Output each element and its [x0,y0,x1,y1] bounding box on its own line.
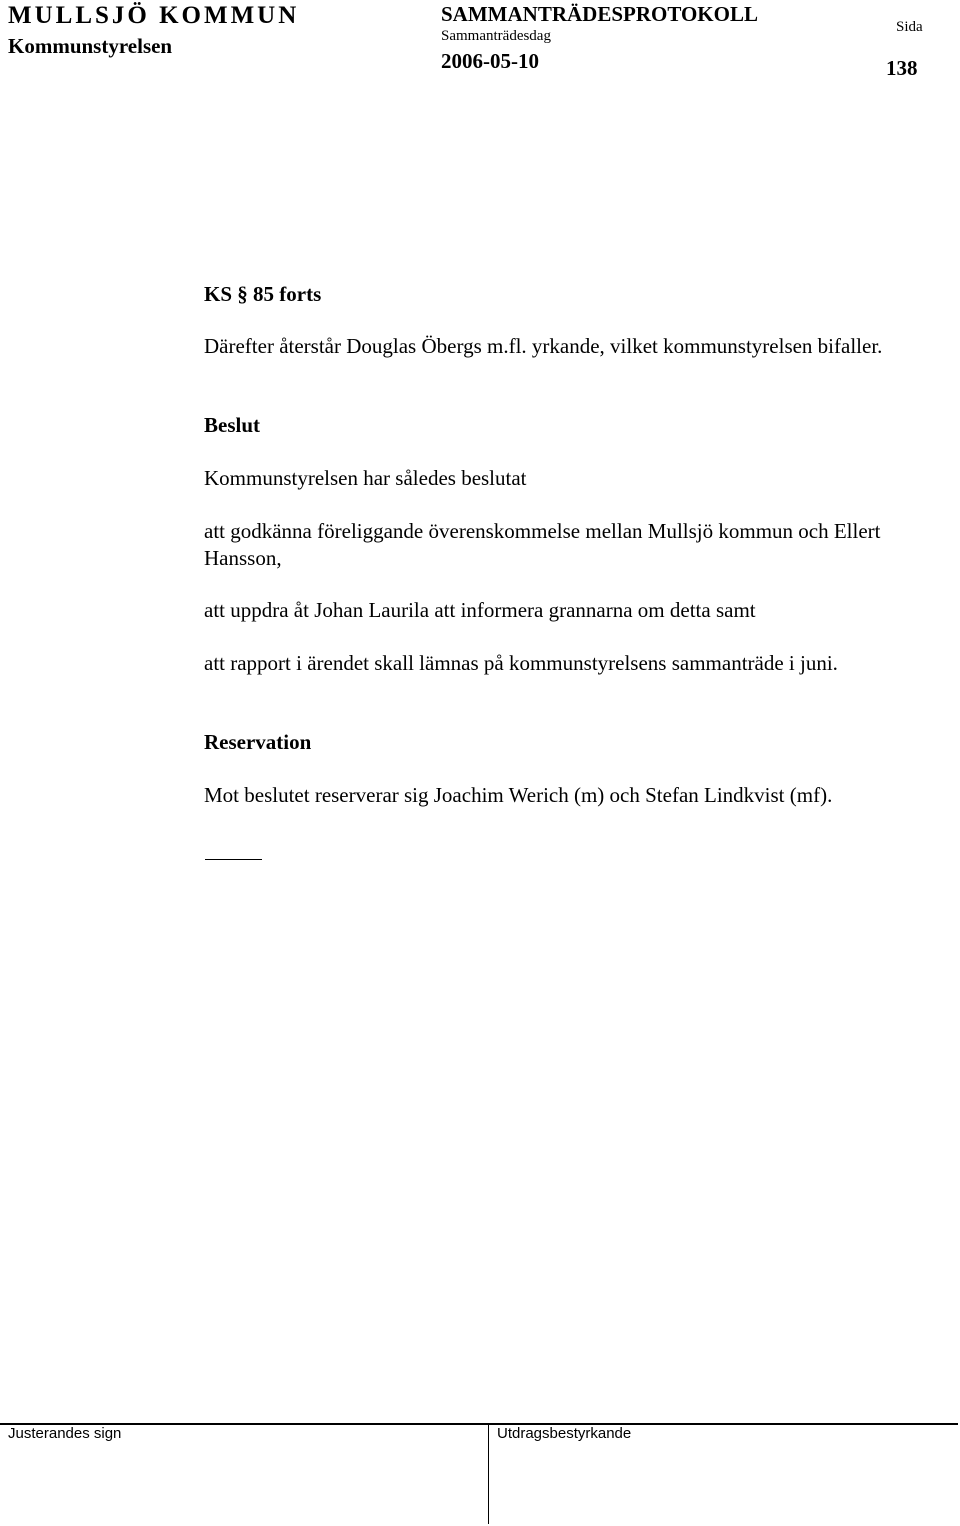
decision-item-inform: att uppdra åt Johan Laurila att informera grannarna om detta samt [204,598,756,622]
meeting-date: 2006-05-10 [441,49,539,73]
decision-item-report: att rapport i ärendet skall lämnas på kommunstyrelsens sammanträde i juni. [204,651,838,675]
footer-divider [488,1424,489,1524]
adjuster-signature-label: Justerandes sign [8,1425,122,1442]
decision-item-approve: att godkänna föreliggande överenskommelse mellan Mullsjö kommun och Ellert Hansson, [204,519,881,570]
intro-paragraph: Därefter återstår Douglas Öbergs m.fl. yrkande, vilket kommunstyrelsen bifaller. [204,334,883,358]
section-end-rule [205,859,262,860]
section-title: KS § 85 forts [204,282,322,306]
organization-name: MULLSJÖ KOMMUN [8,2,300,29]
extract-certification-label: Utdragsbestyrkande [497,1425,632,1442]
reservation-text: Mot beslutet reserverar sig Joachim Werich (m) och Stefan Lindkvist (mf). [204,783,833,807]
reservation-heading: Reservation [204,730,312,754]
decision-lead: Kommunstyrelsen har således beslutat [204,466,527,490]
page-label: Sida [896,19,923,35]
meeting-date-label: Sammanträdesdag [441,28,551,44]
committee-name: Kommunstyrelsen [8,34,173,58]
footer-rule [0,1423,958,1425]
page-number: 138 [886,56,918,80]
document-title: SAMMANTRÄDESPROTOKOLL [441,2,758,26]
decision-heading: Beslut [204,413,261,437]
